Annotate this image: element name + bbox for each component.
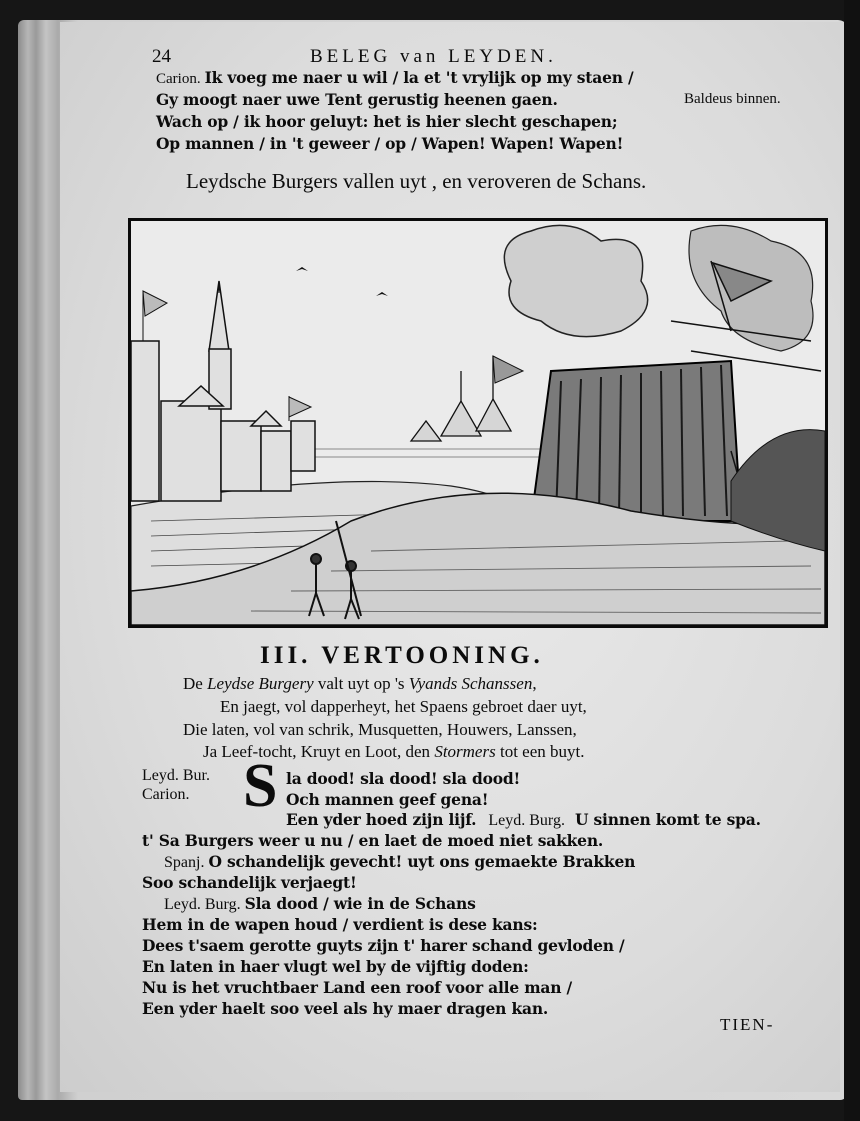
verse-line-4: Op mannen / in 't geweer / op / Wapen! Wapen! Wapen!: [156, 134, 624, 153]
speaker-carion: Carion.: [156, 71, 201, 87]
siege-scene-drawing: [131, 221, 825, 625]
dialogue-text: Een yder hoed zijn lijf.: [286, 810, 477, 829]
running-title: BELEG van LEYDEN.: [310, 46, 557, 67]
catchword: TIEN-: [720, 1015, 775, 1034]
dialogue-line-1: la dood! sla dood! sla dood!: [286, 769, 521, 788]
woodcut-illustration: [128, 218, 828, 628]
dialogue-speaker: Leyd. Burg.: [488, 812, 565, 829]
illustration-caption: Leydsche Burgers vallen uyt , en veroveren de Schans.: [186, 169, 647, 193]
speaker-carion-2: Carion.: [142, 786, 190, 803]
argument-text: valt uyt op 's: [313, 674, 409, 693]
argument-text: De: [183, 674, 208, 693]
argument-text: tot een buyt.: [495, 742, 585, 761]
dialogue-line-3: [286, 810, 761, 830]
argument-italic: Leydse Burgery: [207, 674, 314, 693]
dialogue-line-11: Nu is het vruchtbaer Land een roof voor alle man /: [142, 978, 572, 997]
book-spine-shadow: [844, 0, 860, 1121]
dialogue-line-4: t' Sa Burgers weer u nu / en laet de moed niet sakken.: [142, 831, 604, 850]
dialogue-line-2: Och mannen geef gena!: [286, 790, 489, 809]
argument-text: Ja Leef-tocht, Kruyt en Loot, den: [203, 742, 435, 761]
page-number: 24: [152, 46, 171, 67]
dialogue-line-6: Soo schandelijk verjaegt!: [142, 873, 357, 892]
section-title: III. VERTOONING.: [260, 642, 544, 669]
verse-line-3: Wach op / ik hoor geluyt: het is hier slecht geschapen;: [156, 112, 618, 131]
argument-line-2: En jaegt, vol dapperheyt, het Spaens gebroet daer uyt,: [220, 697, 587, 716]
stage-note: Baldeus binnen.: [684, 91, 781, 107]
dialogue-text: U sinnen komt te spa.: [574, 810, 761, 829]
argument-text: ,: [532, 674, 537, 693]
dialogue-speaker: Spanj.: [164, 854, 205, 871]
verse-line-2: Gy moogt naer uwe Tent gerustig heenen gaen.: [156, 90, 558, 109]
argument-line-3: Die laten, vol van schrik, Musquetten, Houwers, Lanssen,: [183, 720, 577, 739]
dialogue-speaker: Leyd. Burg.: [164, 896, 241, 913]
dialogue-line-5: [164, 852, 635, 872]
dialogue-text: O schandelijk gevecht! uyt ons gemaekte Brakken: [208, 852, 636, 871]
dialogue-text: Sla dood / wie in de Schans: [244, 894, 476, 913]
dialogue-line-12: Een yder haelt soo veel als hy maer dragen kan.: [142, 999, 549, 1018]
argument-line-1: [183, 674, 537, 694]
drop-cap: S: [243, 752, 278, 820]
argument-italic: Stormers: [434, 742, 496, 761]
verse-text: Ik voeg me naer u wil / la et 't vrylijk op my staen /: [204, 68, 634, 87]
dialogue-line-10: En laten in haer vlugt wel by de vijftig doden:: [142, 957, 529, 976]
verse-line-1: [156, 68, 633, 88]
dialogue-line-8: Hem in de wapen houd / verdient is dese kans:: [142, 915, 538, 934]
argument-italic: Vyands Schanssen: [408, 674, 533, 693]
dialogue-line-7: [164, 894, 476, 914]
dialogue-line-9: Dees t'saem gerotte guyts zijn t' harer schand gevloden /: [142, 936, 625, 955]
speaker-leyd-bur: Leyd. Bur.: [142, 767, 210, 784]
